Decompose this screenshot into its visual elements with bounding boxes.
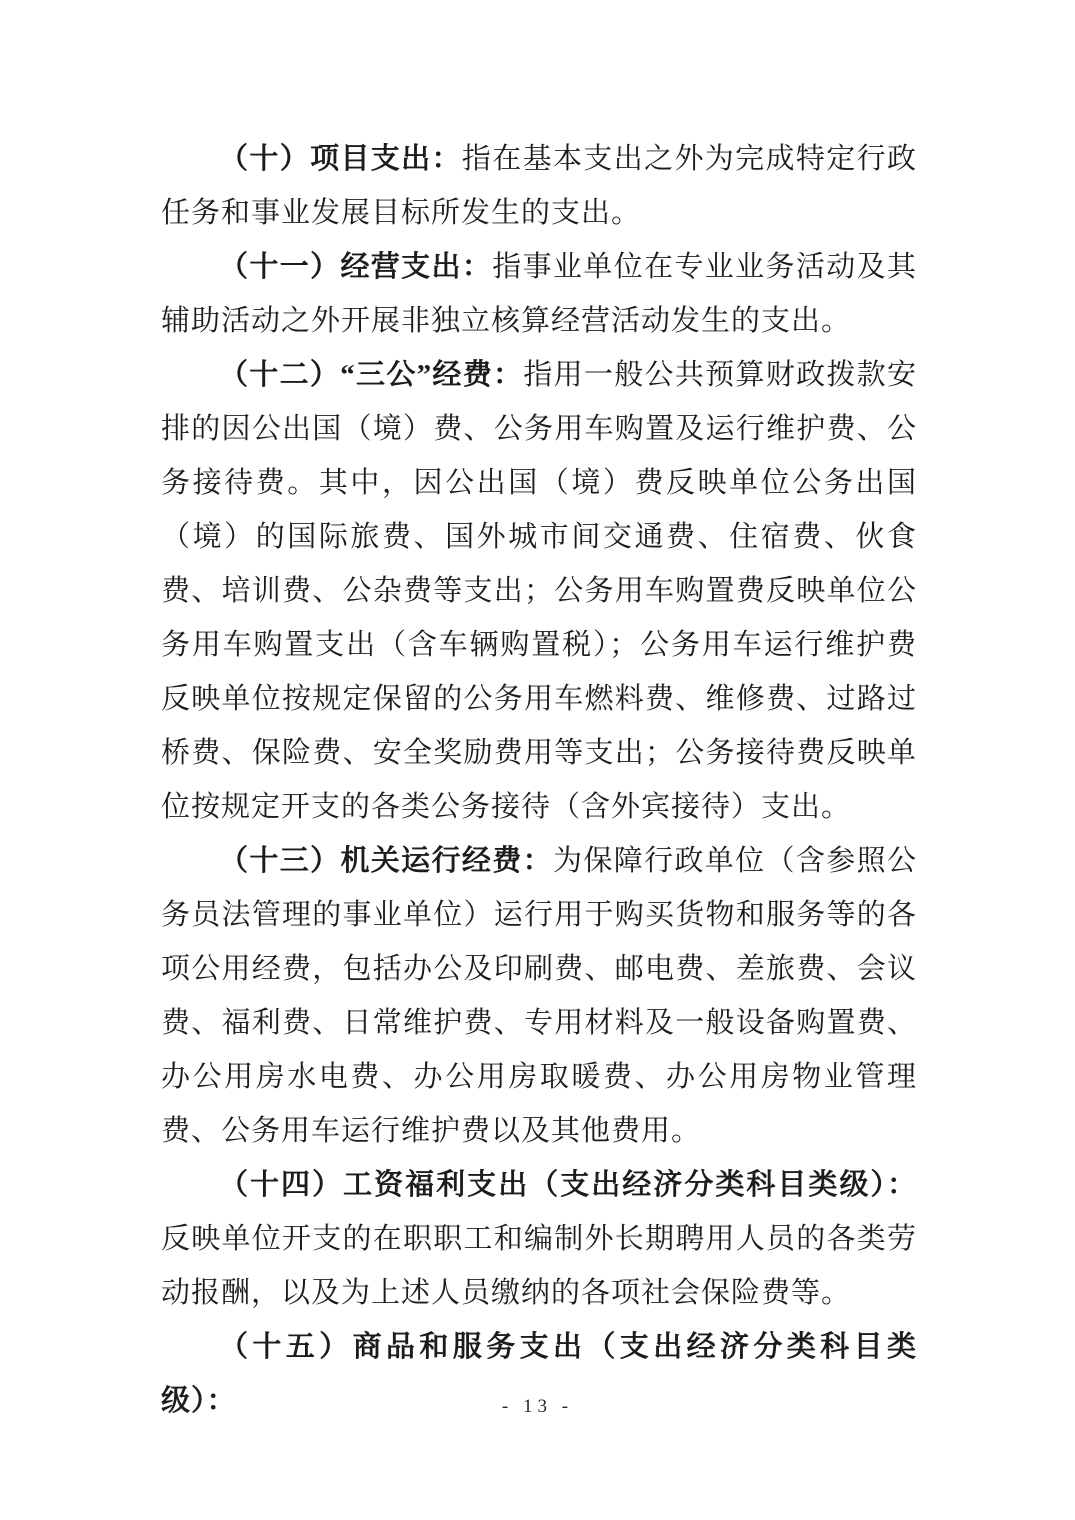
- paragraph-lead: （十二）“三公”经费：: [219, 359, 524, 391]
- paragraph-item-12: [161, 348, 917, 834]
- paragraph-text: 指用一般公共预算财政拨款安排的因公出国（境）费、公务用车购置及运行维护费、公务接待费。其中，因公出国（境）费反映单位公务出国（境）的国际旅费、国外城市间交通费、住宿费、伙食费、培训费、公杂费等支出；公务用车购置费反映单位公务用车购置支出（含车辆购置税）；公务用车运行维护费反映单位按规定保留的公务用车燃料费、维修费、过路过桥费、保险费、安全奖励费用等支出；公务接待费反映单位按规定开支的各类公务接待（含外宾接待）支出。: [161, 359, 917, 823]
- paragraph-lead: （十一）经营支出：: [219, 251, 493, 283]
- paragraph-lead: （十五）商品和服务支出（支出经济分类科目类级）：: [161, 1331, 917, 1417]
- paragraph-lead: （十三）机关运行经费：: [219, 845, 553, 877]
- paragraph-text: 指在基本支出之外为完成特定行政任务和事业发展目标所发生的支出。: [161, 143, 917, 229]
- paragraph-text: 指事业单位在专业业务活动及其辅助活动之外开展非独立核算经营活动发生的支出。: [161, 251, 917, 337]
- paragraph-text: 为保障行政单位（含参照公务员法管理的事业单位）运行用于购买货物和服务等的各项公用经费，包括办公及印刷费、邮电费、差旅费、会议费、福利费、日常维护费、专用材料及一般设备购置费、办公用房水电费、办公用房取暖费、办公用房物业管理费、公务用车运行维护费以及其他费用。: [161, 845, 917, 1147]
- paragraph-lead: （十）项目支出：: [219, 143, 462, 175]
- paragraph-text: 反映单位开支的在职职工和编制外长期聘用人员的各类劳动报酬，以及为上述人员缴纳的各项社会保险费等。: [161, 1223, 917, 1309]
- paragraph-item-11: [161, 240, 917, 348]
- paragraph-item-10: [161, 132, 917, 240]
- paragraph-lead: （十四）工资福利支出（支出经济分类科目类级）：: [219, 1169, 917, 1201]
- paragraph-item-13: [161, 834, 917, 1158]
- document-body: [161, 132, 917, 1428]
- page-number: - 13 -: [501, 1396, 574, 1417]
- paragraph-item-14: [161, 1158, 917, 1320]
